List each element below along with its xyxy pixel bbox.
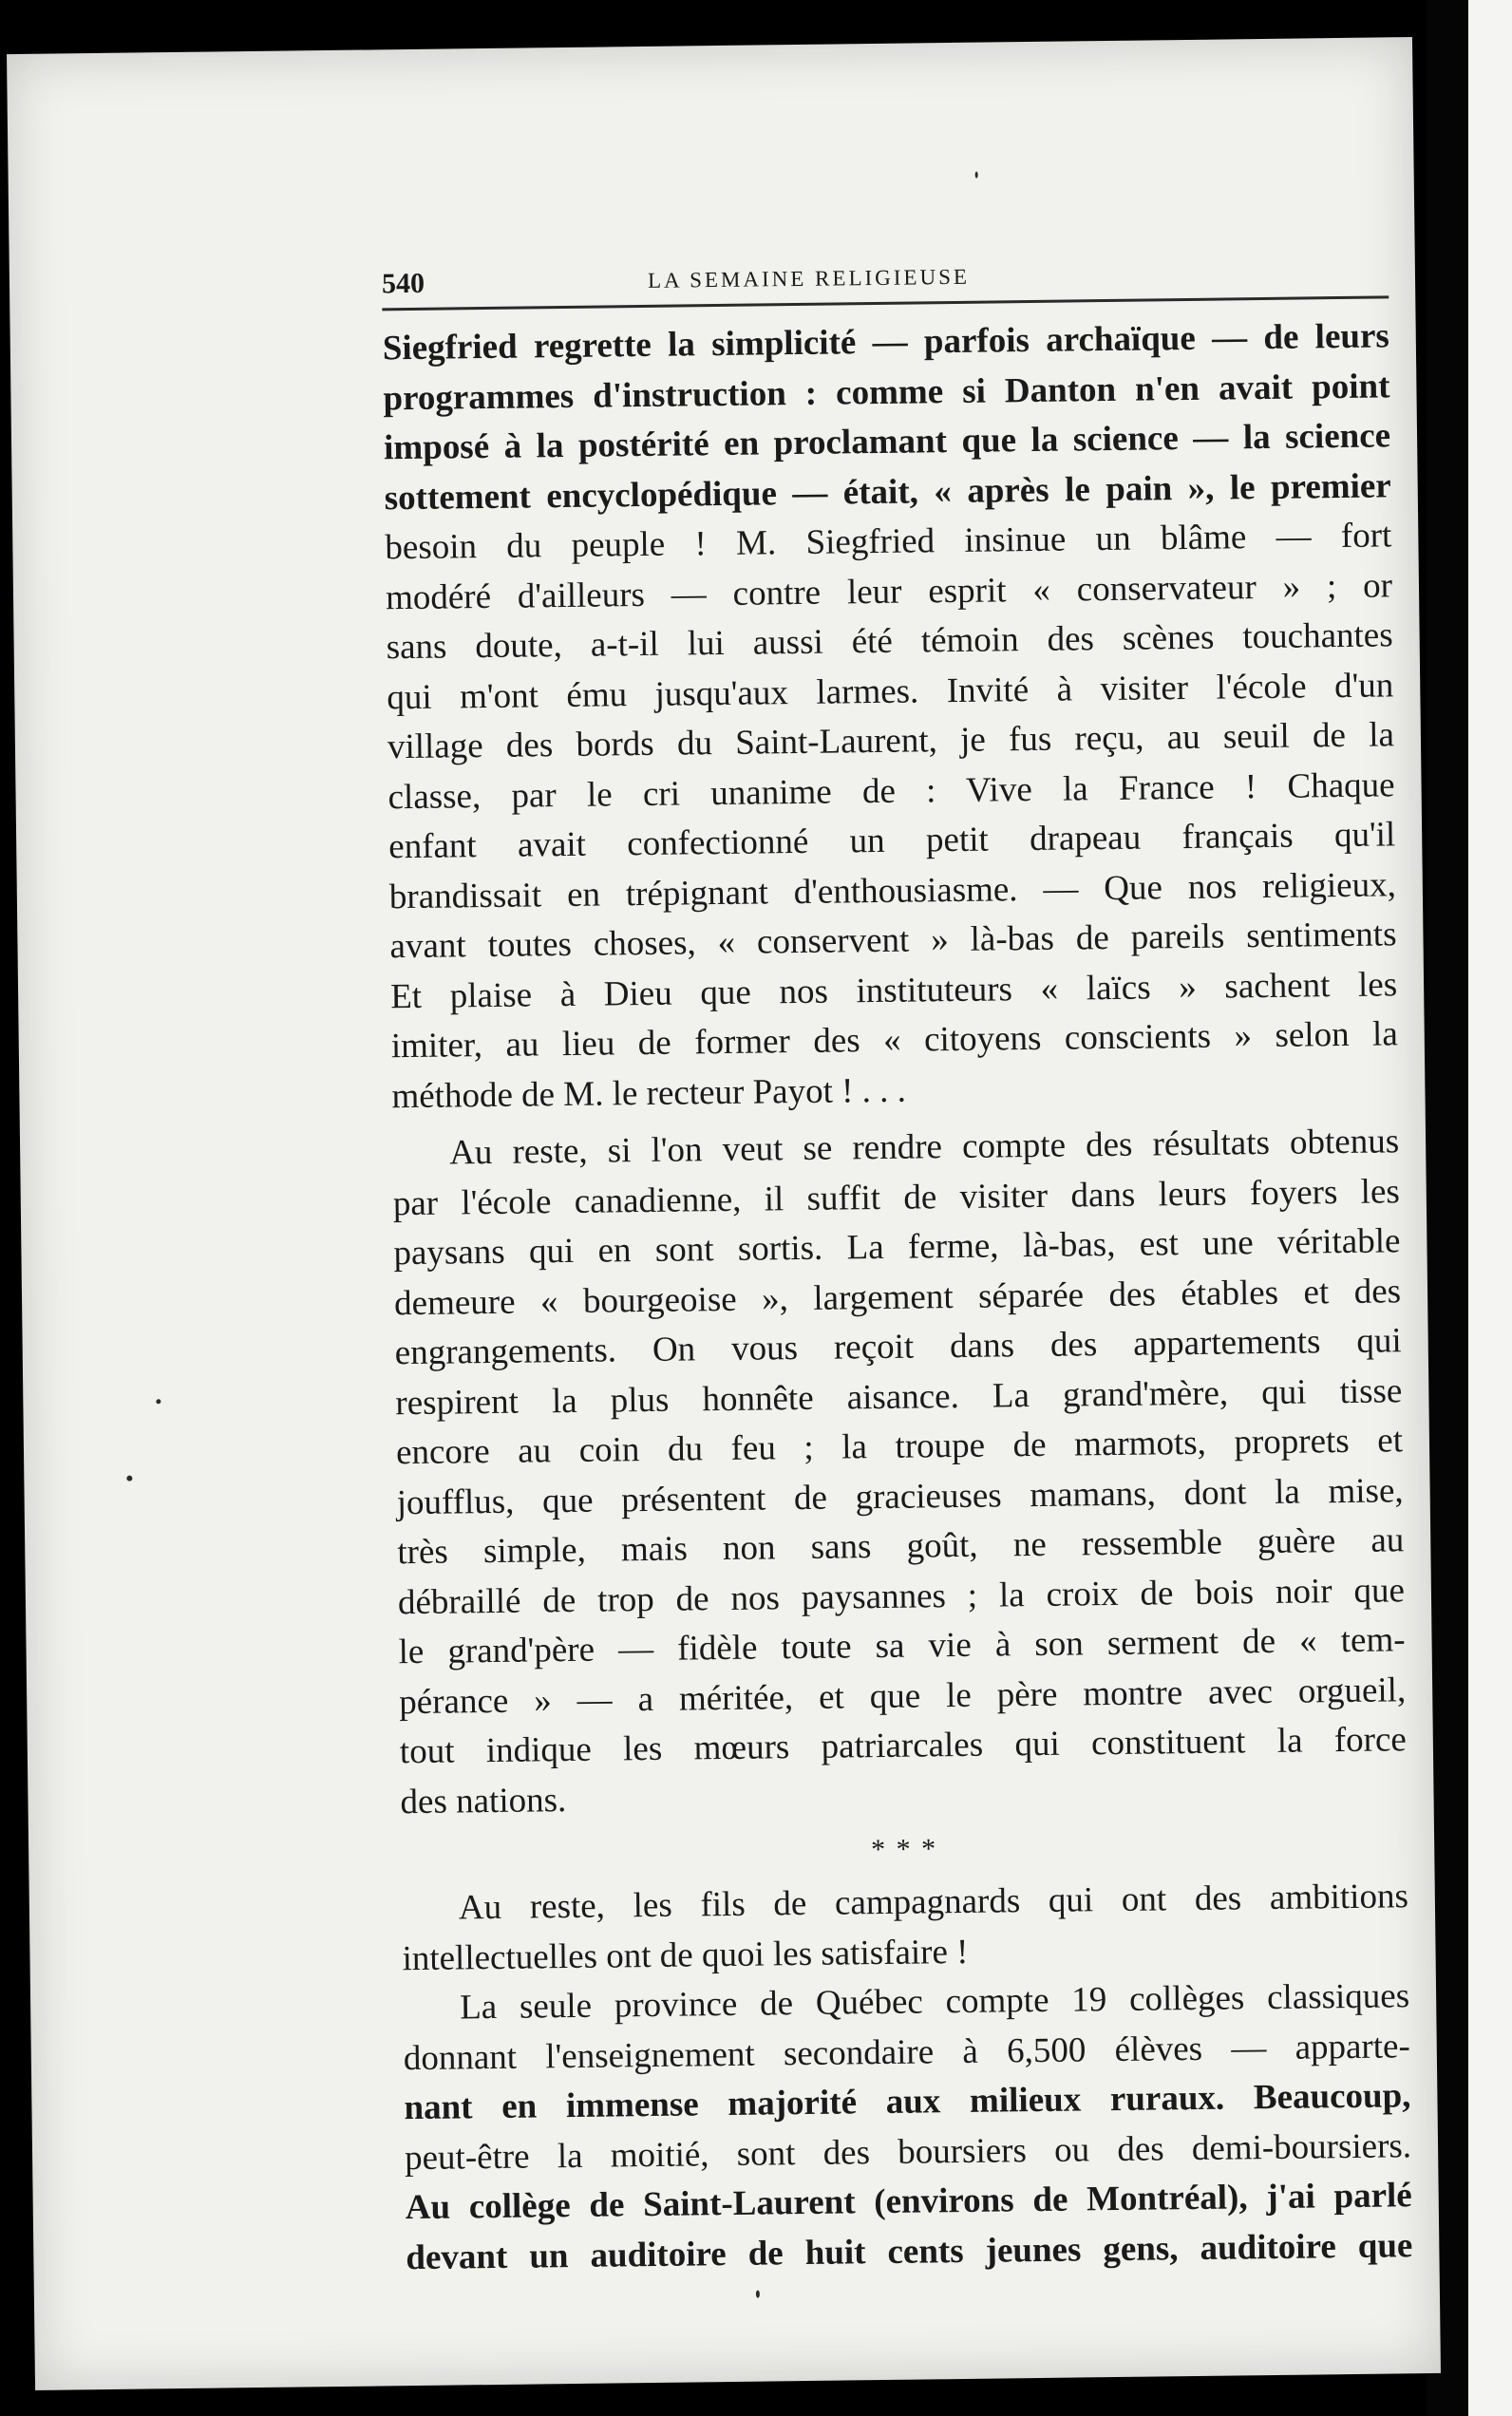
ink-speck xyxy=(975,172,978,179)
text-line: pérance » — a méritée, et que le père montre avec orgueil, xyxy=(399,1670,1407,1722)
text-line: joufflus, que présentent de gracieuses mamans, dont la mise, xyxy=(396,1470,1404,1522)
text-line: méthode de M. le recteur Payot ! . . . xyxy=(391,1070,907,1116)
text-line: très simple, mais non sans goût, ne ressemble guère au xyxy=(397,1520,1405,1573)
text-line: programmes d'instruction : comme si Danton n'en avait point xyxy=(383,366,1390,418)
text-line: paysans qui en sont sortis. La ferme, là-bas, est une véritable xyxy=(393,1221,1401,1274)
text-line: débraillé de trop de nos paysannes ; la croix de bois noir que xyxy=(397,1570,1406,1622)
text-line: besoin du peuple ! M. Siegfried insinue un blâme — fort xyxy=(385,516,1392,568)
text-line: Et plaise à Dieu que nos instituteurs « laïcs » sachent les xyxy=(389,964,1398,1016)
text-line: modéré d'ailleurs — contre leur esprit « conservateur » ; or xyxy=(385,565,1393,617)
running-head xyxy=(382,238,1389,311)
ink-speck xyxy=(156,1399,161,1404)
text-line: enfant avait confectionné un petit drapeau français qu'il xyxy=(388,815,1396,867)
text-line: encore au coin du feu ; la troupe de marmots, proprets et xyxy=(395,1421,1404,1473)
text-line: village des bords du Saint-Laurent, je fus reçu, au seuil de la xyxy=(387,715,1395,767)
text-line: imiter, au lieu de former des « citoyens conscients » selon la xyxy=(390,1014,1398,1066)
paragraph xyxy=(392,1117,1408,1827)
paragraph xyxy=(403,1972,1413,2283)
text-line: classe, par le cri unanime de : Vive la France ! Chaque xyxy=(387,764,1395,817)
text-line: le grand'père — fidèle toute sa vie à son serment de « tem- xyxy=(398,1620,1406,1672)
text-line: imposé à la postérité en proclamant que la science — la science xyxy=(383,416,1391,468)
text-column xyxy=(382,238,1413,2283)
text-line: Au collège de Saint-Laurent (environs de Montréal), j'ai parlé xyxy=(405,2176,1412,2228)
text-line: nant en immense majorité aux milieux ruraux. Beaucoup, xyxy=(404,2076,1411,2128)
text-line: demeure « bourgeoise », largement séparée des étables et des xyxy=(393,1271,1402,1323)
text-line: brandissait en trépignant d'enthousiasme. — Que nos religieux, xyxy=(388,864,1397,916)
text-line: La seule province de Québec compte 19 collèges classiques xyxy=(459,1976,1410,2028)
text-line: avant toutes choses, « conservent » là-bas de pareils sentiments xyxy=(389,915,1397,967)
text-line: tout indique les mœurs patriarcales qui constituent la force xyxy=(399,1720,1408,1772)
text-line: engrangements. On vous reçoit dans des appartements qui xyxy=(394,1321,1402,1373)
text-line: des nations. xyxy=(400,1780,567,1821)
body-text xyxy=(383,311,1413,2283)
text-line: sottement encyclopédique — était, « après le pain », le premier xyxy=(384,465,1391,518)
text-line: Au reste, si l'on veut se rendre compte des résultats obtenus xyxy=(448,1122,1400,1173)
page-number: 540 xyxy=(381,267,425,300)
text-line: Siegfried regrette la simplicité — parfois archaïque — de leurs xyxy=(382,316,1390,368)
journal-title: LA SEMAINE RELIGIEUSE xyxy=(647,264,971,293)
ink-speck xyxy=(756,2291,760,2298)
ink-speck xyxy=(126,1476,132,1482)
text-line: qui m'ont ému jusqu'aux larmes. Invité à visiter l'école d'un xyxy=(387,665,1394,717)
text-line: devant un auditoire de huit cents jeunes gens, auditoire que xyxy=(406,2225,1413,2277)
text-line: Au reste, les fils de campagnards qui ont des ambitions xyxy=(458,1877,1409,1928)
section-asterism: * * * xyxy=(870,1833,938,1866)
text-line: respirent la plus honnête aisance. La grand'mère, qui tisse xyxy=(395,1370,1403,1423)
text-line: intellectuelles ont de quoi les satisfaire ! xyxy=(402,1932,969,1978)
paragraph xyxy=(402,1872,1409,1984)
text-line: par l'école canadienne, il suffit de visiter dans leurs foyers les xyxy=(392,1171,1401,1223)
paragraph xyxy=(383,311,1399,1122)
adjacent-page-edge xyxy=(1468,0,1512,2416)
text-line: sans doute, a-t-il lui aussi été témoin des scènes touchantes xyxy=(386,615,1393,668)
text-line: donnant l'enseignement secondaire à 6,500 élèves — apparte- xyxy=(403,2026,1411,2078)
book-page xyxy=(7,37,1441,2390)
text-line: peut-être la moitié, sont des boursiers ou des demi-boursiers. xyxy=(404,2125,1412,2178)
